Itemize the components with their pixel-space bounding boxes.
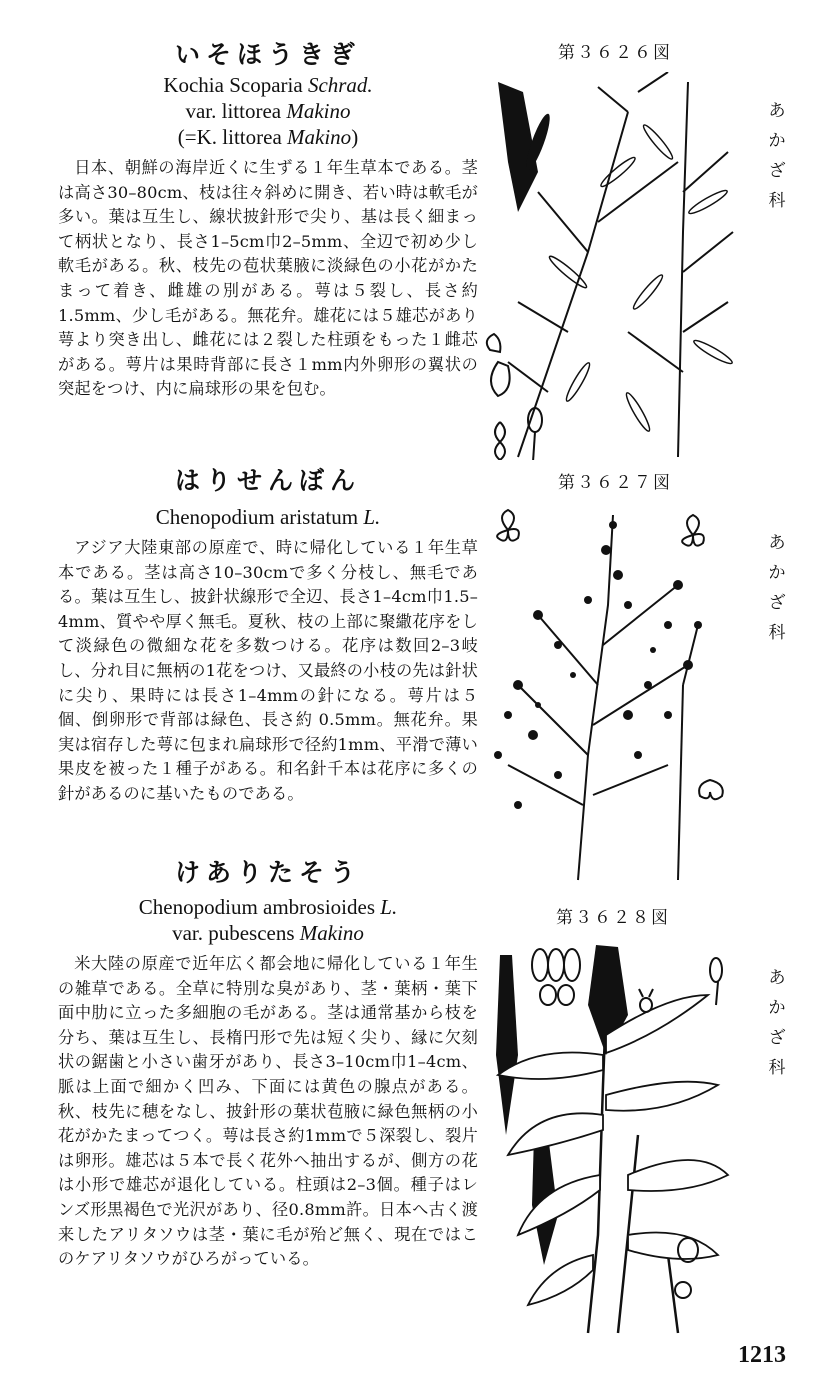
author-abbrev: L. xyxy=(363,505,381,529)
species-description: 米大陸の原産で近年広く都会地に帰化している１年生の雑草である。全草に特別な臭があり、茎・葉柄・葉下面中肋に立った多細胞の毛がある。茎は通常基から枝を分ち、葉は互生し、長楕円形で先は短く尖り、縁に欠刻状の鋸歯と小さい歯牙があり、長さ3–10cm巾1–4cm、脈は上面で細かく凹み、下面には黄色の腺点がある。秋、枝先に穂をなし、披針形の葉状苞腋に緑色無柄の小花がかたまってつく。萼は長さ約1mmで５深裂し、裂片は卵形。雄芯は５本で長く花外へ抽出するが、側方の花は小形で雄芯が退化している。柱頭は2–3個。種子はレンズ形黒褐色で光沢があり、径0.8mm許。日本へ古く渡来したアリタソウは茎・葉に毛が殆ど無く、現在ではこのケアリタソウがひろがっている。 xyxy=(58,954,478,1269)
scientific-name-text: Chenopodium aristatum xyxy=(155,505,364,529)
entry-harisenbon xyxy=(58,464,478,807)
scientific-name-line xyxy=(58,894,478,920)
japanese-name-heading: けありたそう xyxy=(174,858,361,887)
species-description: 日本、朝鮮の海岸近くに生ずる１年生草本である。茎は高さ30–80cm、枝は往々斜めに開き、若い時は軟毛が多い。葉は互生し、線状披針形で尖り、基は長く細まって柄状となり、長さ1–5cm巾2–5mm、全辺で初め少し軟毛がある。秋、枝先の苞状葉腋に淡緑色の小花がかたまって着き、雌雄の別がある。萼は５裂し、長さ約1.5mm、少し毛がある。無花弁。雄花には５雄芯があり萼より突き出し、雌花には２裂した柱頭をもった１雌芯がある。萼片は果時背部に長さ１mm内外卵形の翼状の突起をつけ、内に扁球形の果を包む。 xyxy=(58,158,478,399)
synonym-suffix: ) xyxy=(351,125,359,149)
family-label: あかざ科 xyxy=(768,101,786,211)
entry-kearitasou xyxy=(58,856,478,1272)
synonym-text: (=K. littorea xyxy=(177,125,288,149)
plant-illustration-3626 xyxy=(478,72,740,460)
author-abbrev: L. xyxy=(380,895,398,919)
scientific-name-line xyxy=(58,72,478,98)
variety-line xyxy=(58,920,478,946)
author-abbrev: Makino xyxy=(287,125,352,149)
page-number: 1213 xyxy=(738,1342,786,1368)
figure-label: 第３６２６図 xyxy=(558,43,672,63)
plant-illustration-3628 xyxy=(478,935,740,1335)
figure-label: 第３６２８図 xyxy=(556,908,670,928)
scientific-name-text: Kochia Scoparia xyxy=(163,73,308,97)
family-label: あかざ科 xyxy=(768,968,786,1078)
japanese-name-heading: はりせんぼん xyxy=(174,466,361,495)
variety-text: var. pubescens xyxy=(172,921,300,945)
figure-label: 第３６２７図 xyxy=(558,473,672,493)
synonym-line xyxy=(58,124,478,150)
variety-text: var. littorea xyxy=(185,99,287,123)
author-abbrev: Makino xyxy=(299,921,364,945)
scientific-name-text: Chenopodium ambrosioides xyxy=(138,895,381,919)
variety-line xyxy=(58,98,478,124)
japanese-name-heading: いそほうきぎ xyxy=(174,40,361,69)
plant-illustration-3627 xyxy=(478,505,740,883)
author-abbrev: Makino xyxy=(286,99,351,123)
family-label: あかざ科 xyxy=(768,533,786,643)
scientific-name-line xyxy=(58,504,478,530)
species-description: アジア大陸東部の原産で、時に帰化している１年生草本である。茎は高さ10–30cmで多く分枝し、無毛である。葉は互生し、披針状線形で全辺、長さ1–4cm巾1.5–4mm、質やや厚く無毛。夏秋、枝の上部に聚繖花序をして淡緑色の微細な花を多数つける。花序は数回2–3岐し、分れ目に無柄の1花をつけ、又最終の小枝の先は針状に尖り、果時には長さ1–4mmの針になる。萼片は５個、倒卵形で背部は緑色、長さ約 0.5mm。無花弁。果実は宿存した萼に包まれ扁球形で径約1mm、平滑で薄い果皮を被った１種子がある。和名針千本は花序に多くの針があるのに基いたものである。 xyxy=(58,538,478,803)
author-abbrev: Schrad. xyxy=(307,73,373,97)
entry-isohoukigi xyxy=(58,38,478,402)
